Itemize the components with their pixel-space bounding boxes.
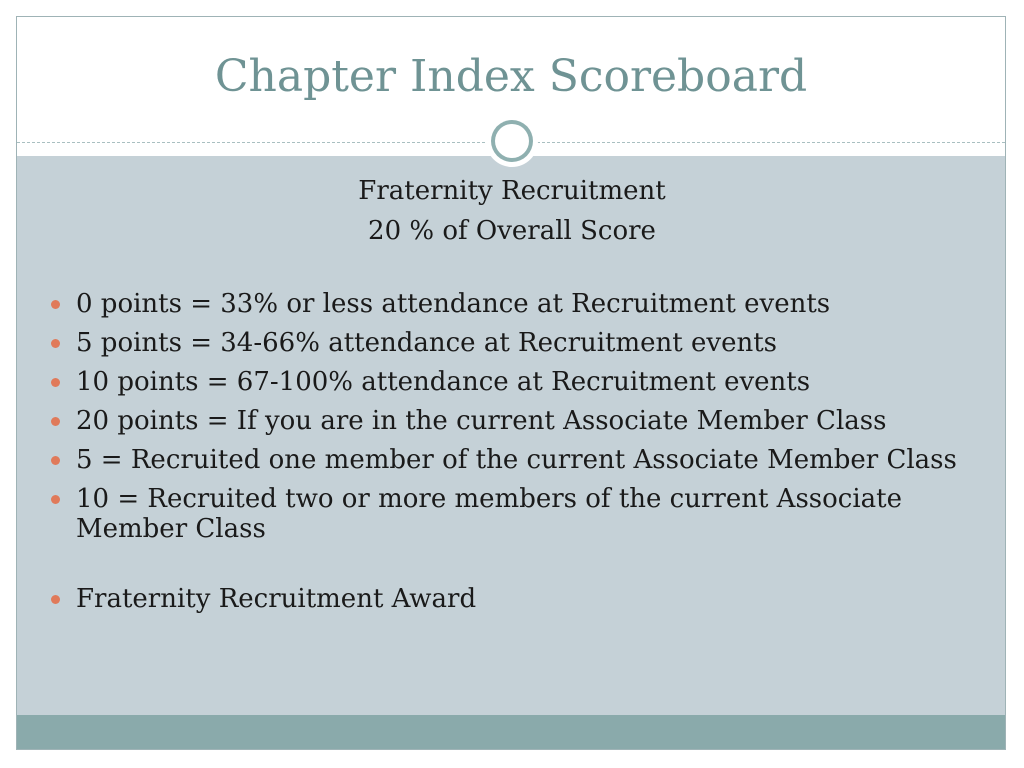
bullet-dot-icon — [51, 339, 60, 348]
subtitle-line-2: 20 % of Overall Score — [368, 216, 656, 246]
bullet-text: 5 = Recruited one member of the current Associate Member Class — [76, 445, 957, 475]
bullet-text: 5 points = 34-66% attendance at Recruitment events — [76, 328, 777, 358]
ring-ornament-icon — [486, 115, 538, 167]
bullet-dot-icon — [51, 378, 60, 387]
bullet-dot-icon — [51, 595, 60, 604]
bullet-text: Fraternity Recruitment Award — [76, 584, 477, 614]
bullet-text: 20 points = If you are in the current Associate Member Class — [76, 406, 887, 436]
bullet-text: 10 = Recruited two or more members of the current Associate Member Class — [76, 484, 902, 544]
bullet-dot-icon — [51, 417, 60, 426]
bullet-dot-icon — [51, 456, 60, 465]
bullet-item — [51, 584, 971, 614]
bullet-list — [51, 289, 971, 623]
slide-title: Chapter Index Scoreboard — [214, 51, 808, 102]
bullet-text: 10 points = 67-100% attendance at Recruitment events — [76, 367, 811, 397]
bullet-item — [51, 289, 971, 319]
footer-bar — [17, 715, 1005, 749]
bullet-item — [51, 445, 971, 475]
bullet-dot-icon — [51, 300, 60, 309]
subtitle — [17, 171, 1006, 251]
bullet-text: 0 points = 33% or less attendance at Recruitment events — [76, 289, 831, 319]
bullet-item — [51, 328, 971, 358]
subtitle-line-1: Fraternity Recruitment — [358, 176, 666, 206]
slide — [16, 16, 1006, 750]
bullet-item — [51, 367, 971, 397]
bullet-dot-icon — [51, 495, 60, 504]
bullet-item — [51, 484, 971, 544]
bullet-item — [51, 406, 971, 436]
